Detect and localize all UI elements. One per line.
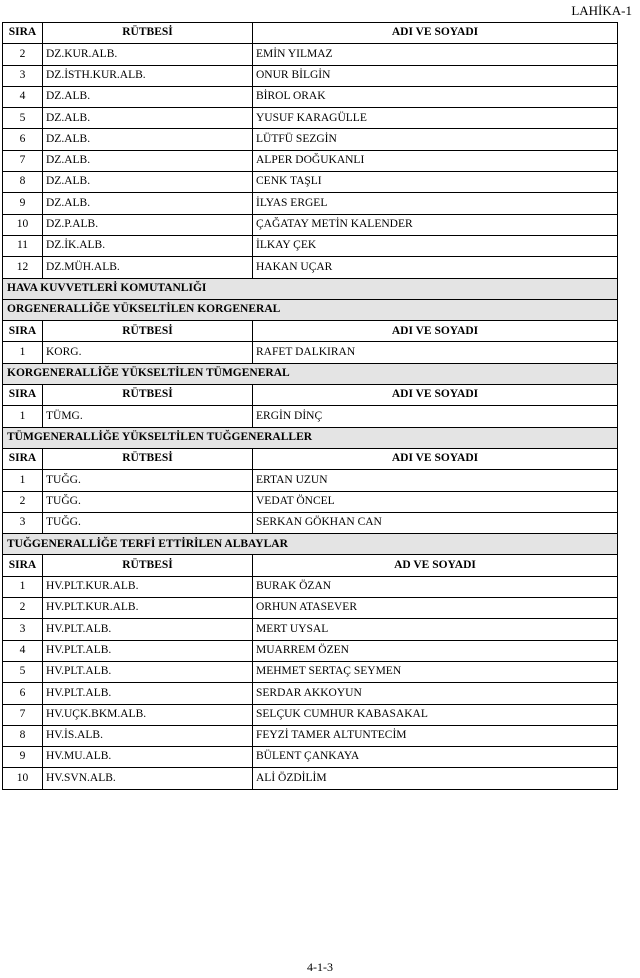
cell-sira: 2 <box>3 44 43 65</box>
table-row <box>3 129 618 150</box>
header-name: ADI VE SOYADI <box>253 321 618 342</box>
cell-sira: 2 <box>3 491 43 512</box>
page-number: 4-1-3 <box>307 960 333 974</box>
cell-rutbe: HV.PLT.KUR.ALB. <box>43 598 253 619</box>
cell-sira: 1 <box>3 406 43 427</box>
section-title: HAVA KUVVETLERİ KOMUTANLIĞI <box>3 278 618 299</box>
cell-sira: 10 <box>3 214 43 235</box>
table-header-row <box>3 321 618 342</box>
cell-sira: 3 <box>3 65 43 86</box>
table-row <box>3 491 618 512</box>
header-sira: SIRA <box>3 321 43 342</box>
cell-sira: 3 <box>3 512 43 533</box>
cell-sira: 5 <box>3 661 43 682</box>
header-name: ADI VE SOYADI <box>253 23 618 44</box>
cell-rutbe: HV.PLT.KUR.ALB. <box>43 576 253 597</box>
table-row <box>3 768 618 789</box>
cell-rutbe: TUĞG. <box>43 491 253 512</box>
cell-sira: 4 <box>3 640 43 661</box>
cell-sira: 2 <box>3 598 43 619</box>
section-title: KORGENERALLİĞE YÜKSELTİLEN TÜMGENERAL <box>3 363 618 384</box>
header-rutbe: RÜTBESİ <box>43 385 253 406</box>
header-rutbe: RÜTBESİ <box>43 555 253 576</box>
cell-name: ALPER DOĞUKANLI <box>253 150 618 171</box>
cell-name: SERDAR AKKOYUN <box>253 683 618 704</box>
table-row <box>3 172 618 193</box>
cell-name: EMİN YILMAZ <box>253 44 618 65</box>
cell-sira: 6 <box>3 683 43 704</box>
cell-rutbe: DZ.P.ALB. <box>43 214 253 235</box>
table-row <box>3 704 618 725</box>
table-row <box>3 619 618 640</box>
cell-rutbe: KORG. <box>43 342 253 363</box>
cell-sira: 5 <box>3 108 43 129</box>
cell-name: SELÇUK CUMHUR KABASAKAL <box>253 704 618 725</box>
cell-rutbe: DZ.ALB. <box>43 172 253 193</box>
cell-rutbe: HV.PLT.ALB. <box>43 683 253 704</box>
table-row <box>3 235 618 256</box>
cell-rutbe: DZ.ALB. <box>43 193 253 214</box>
cell-name: BURAK ÖZAN <box>253 576 618 597</box>
cell-name: CENK TAŞLI <box>253 172 618 193</box>
table-header-row <box>3 448 618 469</box>
cell-name: İLKAY ÇEK <box>253 235 618 256</box>
cell-name: ONUR BİLGİN <box>253 65 618 86</box>
cell-rutbe: DZ.ALB. <box>43 129 253 150</box>
cell-sira: 8 <box>3 172 43 193</box>
cell-rutbe: DZ.ALB. <box>43 108 253 129</box>
cell-name: MUARREM ÖZEN <box>253 640 618 661</box>
cell-name: VEDAT ÖNCEL <box>253 491 618 512</box>
table-row <box>3 150 618 171</box>
header-rutbe: RÜTBESİ <box>43 23 253 44</box>
cell-sira: 3 <box>3 619 43 640</box>
table-row <box>3 725 618 746</box>
table-row <box>3 193 618 214</box>
table-row <box>3 108 618 129</box>
cell-rutbe: HV.PLT.ALB. <box>43 619 253 640</box>
table-row <box>3 44 618 65</box>
cell-name: LÜTFÜ SEZGİN <box>253 129 618 150</box>
table-header-row <box>3 23 618 44</box>
cell-rutbe: TÜMG. <box>43 406 253 427</box>
cell-rutbe: HV.SVN.ALB. <box>43 768 253 789</box>
cell-rutbe: TUĞG. <box>43 512 253 533</box>
cell-rutbe: HV.PLT.ALB. <box>43 661 253 682</box>
table-row <box>3 683 618 704</box>
section-title: ORGENERALLİĞE YÜKSELTİLEN KORGENERAL <box>3 299 618 320</box>
cell-name: RAFET DALKIRAN <box>253 342 618 363</box>
cell-sira: 7 <box>3 704 43 725</box>
cell-rutbe: DZ.MÜH.ALB. <box>43 257 253 278</box>
cell-name: YUSUF KARAGÜLLE <box>253 108 618 129</box>
table-row <box>3 257 618 278</box>
table-row <box>3 470 618 491</box>
section-row <box>3 299 618 320</box>
cell-name: MEHMET SERTAÇ SEYMEN <box>253 661 618 682</box>
cell-name: BÜLENT ÇANKAYA <box>253 747 618 768</box>
section-row <box>3 363 618 384</box>
cell-sira: 1 <box>3 576 43 597</box>
table-row <box>3 406 618 427</box>
cell-rutbe: DZ.İSTH.KUR.ALB. <box>43 65 253 86</box>
cell-sira: 10 <box>3 768 43 789</box>
promotion-table <box>2 22 618 790</box>
section-title: TÜMGENERALLİĞE YÜKSELTİLEN TUĞGENERALLER <box>3 427 618 448</box>
cell-rutbe: HV.UÇK.BKM.ALB. <box>43 704 253 725</box>
cell-rutbe: DZ.ALB. <box>43 86 253 107</box>
annex-label: LAHİKA-1 <box>571 3 632 18</box>
cell-name: FEYZİ TAMER ALTUNTECİM <box>253 725 618 746</box>
cell-name: BİROL ORAK <box>253 86 618 107</box>
cell-sira: 7 <box>3 150 43 171</box>
cell-name: ERGİN DİNÇ <box>253 406 618 427</box>
cell-name: HAKAN UÇAR <box>253 257 618 278</box>
table-row <box>3 65 618 86</box>
header-name: ADI VE SOYADI <box>253 448 618 469</box>
table-row <box>3 747 618 768</box>
table-row <box>3 512 618 533</box>
header-sira: SIRA <box>3 555 43 576</box>
cell-name: ALİ ÖZDİLİM <box>253 768 618 789</box>
table-row <box>3 576 618 597</box>
header-sira: SIRA <box>3 448 43 469</box>
table-row <box>3 598 618 619</box>
promotion-table-body <box>3 23 618 790</box>
cell-sira: 12 <box>3 257 43 278</box>
section-row <box>3 427 618 448</box>
cell-name: ORHUN ATASEVER <box>253 598 618 619</box>
cell-rutbe: DZ.KUR.ALB. <box>43 44 253 65</box>
section-row <box>3 278 618 299</box>
cell-rutbe: DZ.ALB. <box>43 150 253 171</box>
cell-sira: 8 <box>3 725 43 746</box>
cell-rutbe: HV.PLT.ALB. <box>43 640 253 661</box>
cell-name: ÇAĞATAY METİN KALENDER <box>253 214 618 235</box>
header-sira: SIRA <box>3 23 43 44</box>
cell-sira: 11 <box>3 235 43 256</box>
cell-name: MERT UYSAL <box>253 619 618 640</box>
header-sira: SIRA <box>3 385 43 406</box>
cell-rutbe: DZ.İK.ALB. <box>43 235 253 256</box>
cell-sira: 4 <box>3 86 43 107</box>
section-row <box>3 534 618 555</box>
table-row <box>3 214 618 235</box>
cell-sira: 1 <box>3 470 43 491</box>
cell-sira: 9 <box>3 747 43 768</box>
header-name: ADI VE SOYADI <box>253 385 618 406</box>
cell-sira: 1 <box>3 342 43 363</box>
cell-sira: 6 <box>3 129 43 150</box>
cell-rutbe: TUĞG. <box>43 470 253 491</box>
cell-name: SERKAN GÖKHAN CAN <box>253 512 618 533</box>
header-rutbe: RÜTBESİ <box>43 321 253 342</box>
table-row <box>3 86 618 107</box>
cell-rutbe: HV.İS.ALB. <box>43 725 253 746</box>
table-row <box>3 640 618 661</box>
table-row <box>3 342 618 363</box>
cell-sira: 9 <box>3 193 43 214</box>
table-header-row <box>3 385 618 406</box>
header-name: AD VE SOYADI <box>253 555 618 576</box>
cell-name: ERTAN UZUN <box>253 470 618 491</box>
table-header-row <box>3 555 618 576</box>
cell-name: İLYAS ERGEL <box>253 193 618 214</box>
header-rutbe: RÜTBESİ <box>43 448 253 469</box>
table-row <box>3 661 618 682</box>
cell-rutbe: HV.MU.ALB. <box>43 747 253 768</box>
section-title: TUĞGENERALLİĞE TERFİ ETTİRİLEN ALBAYLAR <box>3 534 618 555</box>
